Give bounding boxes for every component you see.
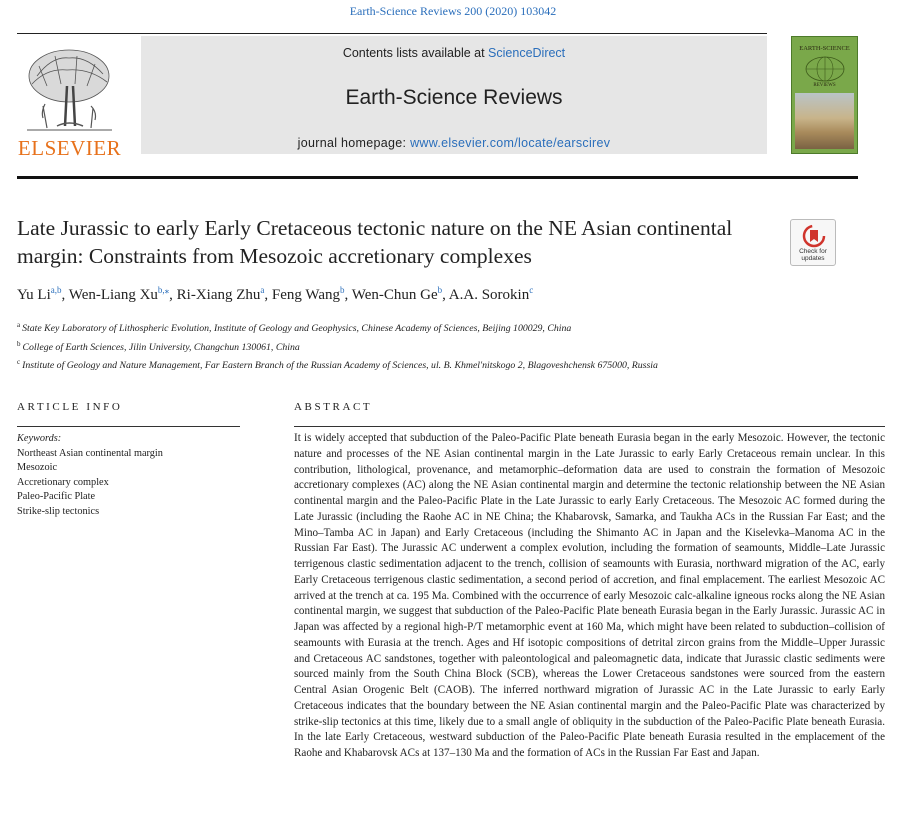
contents-prefix: Contents lists available at	[342, 46, 489, 60]
article-info-heading: ARTICLE INFO	[17, 401, 123, 413]
keyword-item[interactable]: Mesozoic	[17, 462, 58, 473]
affiliation-item	[17, 318, 877, 337]
affiliation-item	[17, 337, 877, 356]
header-top-rule	[17, 33, 767, 34]
affiliation-mark: b	[17, 339, 21, 348]
affiliation-mark: c	[17, 358, 21, 366]
elsevier-logo[interactable]	[17, 46, 122, 158]
journal-title[interactable]: Earth-Science Reviews	[345, 86, 563, 109]
homepage-line	[141, 136, 767, 150]
author-name[interactable]: Ri-Xiang Zhu	[176, 287, 261, 303]
keyword-item[interactable]: Paleo-Pacific Plate	[17, 491, 96, 502]
contents-line	[141, 46, 767, 60]
author-affiliation-mark[interactable]: a,b	[50, 285, 62, 295]
publisher-name: ELSEVIER	[17, 136, 122, 160]
header-bottom-rule	[17, 176, 858, 179]
affiliation-text: State Key Laboratory of Lithospheric Evolution, Institute of Geology and Geophysics, Chinese Academy of Sciences, Beijing 100029, China	[22, 323, 572, 334]
cover-subtitle: REVIEWS	[813, 83, 836, 88]
author-affiliation-mark[interactable]: b	[340, 285, 345, 295]
affiliation-item	[17, 355, 877, 374]
author-name[interactable]: Yu Li	[17, 287, 51, 303]
author-affiliation-mark[interactable]: a	[260, 285, 265, 295]
author-separator: ,	[344, 287, 352, 303]
check-for-updates-label	[791, 248, 835, 262]
check-for-updates-button[interactable]	[790, 219, 836, 266]
author-affiliation-mark[interactable]: b,⁎	[157, 285, 170, 295]
bookmark-ribbon-icon	[802, 224, 826, 248]
journal-homepage-link[interactable]: www.elsevier.com/locate/earscirev	[410, 136, 611, 150]
journal-cover-thumbnail[interactable]	[791, 36, 858, 154]
affiliation-list	[17, 318, 877, 374]
author-list	[17, 285, 877, 304]
author-affiliation-mark[interactable]: c	[529, 285, 534, 295]
author-separator: ,	[61, 287, 69, 303]
article-title: Late Jurassic to early Early Cretaceous tectonic nature on the NE Asian continental margin: Constraints from Mesozoic accretionary complexes	[17, 216, 733, 268]
affiliation-text: College of Earth Sciences, Jilin University, Changchun 130061, China	[22, 341, 300, 353]
homepage-prefix: journal homepage:	[297, 136, 411, 150]
cover-title: EARTH-SCIENCE	[799, 45, 850, 52]
journal-banner	[141, 36, 767, 154]
abstract-heading: ABSTRACT	[294, 401, 373, 413]
journal-citation[interactable]: Earth-Science Reviews 200 (2020) 103042	[349, 4, 557, 18]
author-separator: ,	[264, 287, 272, 303]
affiliation-mark: a	[17, 321, 21, 329]
globe-icon	[804, 55, 846, 83]
cover-photo	[795, 93, 854, 149]
author-separator: ,	[442, 287, 449, 303]
author-name[interactable]: Wen-Liang Xu	[68, 287, 158, 303]
sciencedirect-link[interactable]: ScienceDirect	[488, 46, 566, 60]
author-separator: ,	[169, 287, 177, 303]
article-info-rule	[17, 426, 240, 427]
author-affiliation-mark[interactable]: b	[437, 285, 443, 295]
abstract-text: It is widely accepted that subduction of the Paleo-Pacific Plate beneath Eurasia began in the early Mesozoic. However, the tectonic nature and processes of the NE Asian continental margin in the Late Jurassic to early Early Cretaceous remain unclear. In this contribution, lithological, provenance, and metamorphic–deformation data are used to constrain the formation of Mesozoic accretionary complexes (AC) along the NE Asian continental margin and determine the tectonic relationship between the NE Asian continental margin and the Paleo-Pacific Plate in the Late Jurassic to early Early Cretaceous. The Mesozoic AC formed during the Late Jurassic (including the Raohe AC in NE China; the Khabarovsk, Samarka, and Taukha ACs in the Russian Far East; and the Mino–Tamba AC in Japan) and Early Cretaceous (including the Shimanto AC in Japan and the Kiselevka–Manoma AC in the Russian Far East). The Jurassic AC underwent a complex evolution, including the formation of seamounts, Middle–Late Jurassic terrigenous clastic sedimentation adjacent to the trench, collision of seamounts with Eurasia, northward migration of the AC, early Early Cretaceous terrigenous clastic sedimentation, a second period of accretion, and final emplacement. The earliest Mesozoic AC arrived at the trench at ca. 195 Ma. Combined with the occurrence of early Mesozoic calc-alkaline igneous rocks along the NE Asian continental margin, we suggest that subduction of the Paleo-Pacific Plate beneath Eurasia began in the Early Jurassic. Jurassic AC in Japan was affected by a regional high-P/T metamorphic event at 160 Ma, which might have been related to subduction–collision of seamounts with Eurasia at the trench. Ages and Hf isotopic compositions of detrital zircon grains from the Middle–Upper Jurassic and Cretaceous AC sandstones, together with paleontological and paleomagnetic data, indicate that Jurassic clastic sediments were sourced mainly from the South China Block (SCB), whereas the Lower Cretaceous sandstones were sourced from the eastern Central Asian Orogenic Belt (CAOB). The inferred northward migration of Jurassic AC in the Late Jurassic to early Early Cretaceous indicates that the boundary between the NE Asian continental margin and the Paleo-Pacific Plate was characterized by strike-slip tectonics at this time, likely due to a small angle of obliquity in the subduction of the Paleo-Pacific Plate beneath Eurasia. In the late Early Cretaceous, westward subduction of the Paleo-Pacific Plate beneath Eurasia resulted in the emplacement of the Raohe and Khabarovsk ACs at 137–130 Ma and the formation of ACs in the Russian Far East and Japan.	[294, 432, 885, 759]
keywords-section	[17, 432, 257, 519]
affiliation-text: Institute of Geology and Nature Management, Far Eastern Branch of the Russian Academy of Sciences, ul. B. Khmel'nitskogo 2, Blagoveshchensk 675000, Russia	[22, 360, 658, 371]
author-name[interactable]: Feng Wang	[271, 287, 341, 303]
check-updates-line2: updates	[801, 255, 825, 262]
keyword-item[interactable]: Accretionary complex	[17, 476, 109, 488]
keywords-label: Keywords:	[17, 433, 62, 444]
check-updates-line1: Check for	[799, 248, 827, 255]
abstract-rule	[294, 426, 885, 427]
author-name[interactable]: A.A. Sorokin	[448, 287, 530, 303]
tree-emblem-icon	[17, 46, 122, 138]
keyword-item[interactable]: Northeast Asian continental margin	[17, 447, 163, 459]
keyword-item[interactable]: Strike-slip tectonics	[17, 505, 100, 517]
author-name[interactable]: Wen-Chun Ge	[351, 287, 438, 303]
